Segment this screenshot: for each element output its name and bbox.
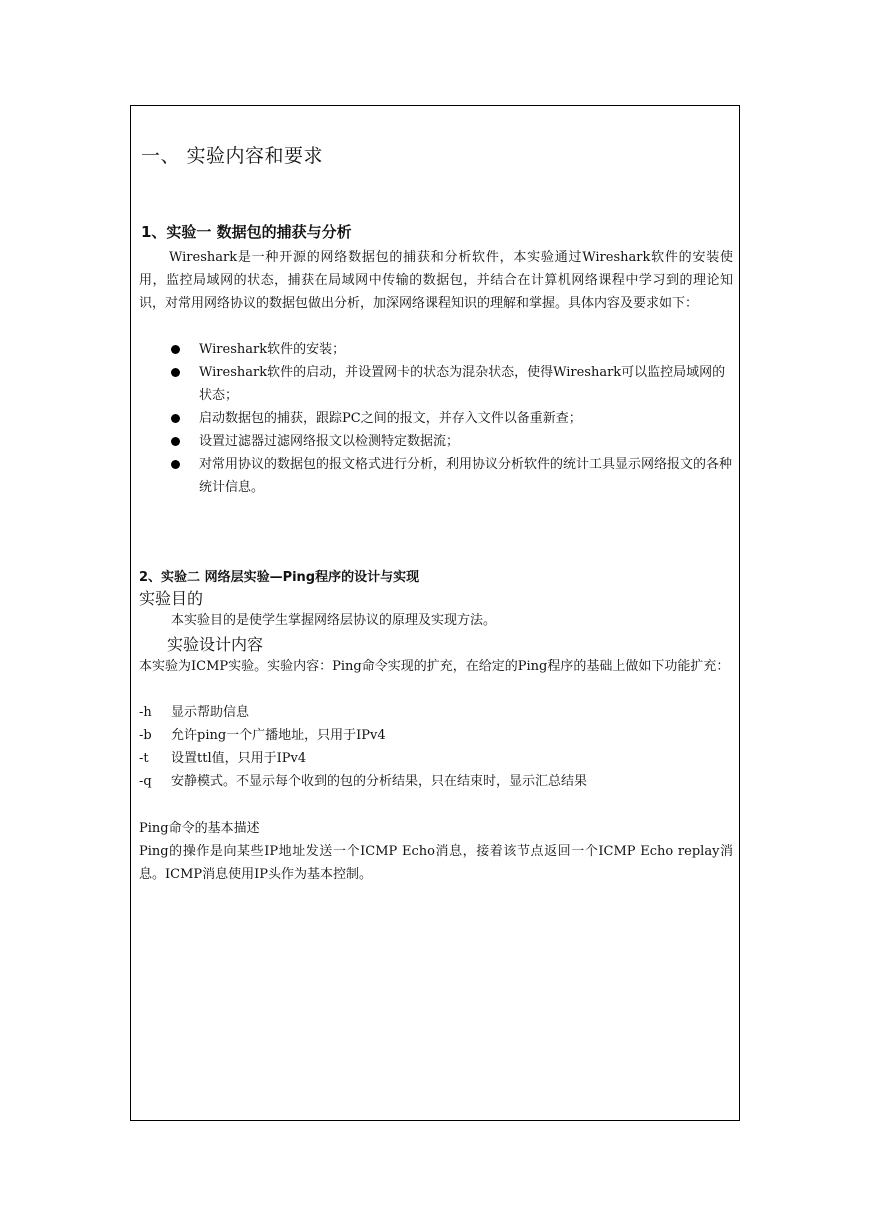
ping-desc-title: Ping命令的基本描述 [139,821,260,836]
design-title: 实验设计内容 [167,635,264,654]
bullet-icon [171,345,180,354]
design-text: 本实验为ICMP实验。实验内容：Ping命令实现的扩充，在给定的Ping程序的基础上做如下功能扩充： [139,659,730,674]
exp2-heading: 2、实验二 网络层实验—Ping程序的设计与实现 [139,570,420,585]
list-item: Wireshark软件的启动，并设置网卡的状态为混杂状态，使得Wireshark可以监控局域网的状态； [139,361,733,407]
bullet-icon [171,460,180,469]
list-item: Wireshark软件的安装； [139,338,733,361]
bullet-icon [171,368,180,377]
list-item: 启动数据包的捕获，跟踪PC之间的报文，并存入文件以备重新查； [139,407,733,430]
list-item: -t 设置ttl值，只用于IPv4 [139,751,307,766]
exp1-requirements-list [139,338,733,499]
goal-title: 实验目的 [139,589,204,608]
exp1-intro: Wireshark是一种开源的网络数据包的捕获和分析软件，本实验通过Wireshark软件的安装使用，监控局域网的状态，捕获在局域网中传输的数据包，并结合在计算机网络课程中学习到的理论知识，对常用网络协议的数据包做出分析，加深网络课程知识的理解和掌握。具体内容及要求如下： [139,250,733,311]
bullet-icon [171,437,180,446]
list-item: 设置过滤器过滤网络报文以检测特定数据流； [139,430,733,453]
content-frame [130,105,740,1121]
goal-text: 本实验目的是使学生掌握网络层协议的原理及实现方法。 [171,613,497,628]
ping-desc-text: Ping的操作是向某些IP地址发送一个ICMP Echo消息，接着该节点返回一个ICMP Echo replay消息。ICMP消息使用IP头作为基本控制。 [139,844,733,882]
ping-options-list [139,701,733,793]
section-title: 一、 实验内容和要求 [141,145,324,167]
list-item: -h 显示帮助信息 [139,705,250,720]
list-item: -b 允许ping一个广播地址，只用于IPv4 [139,728,386,743]
bullet-icon [171,414,180,423]
exp1-heading: 1、实验一 数据包的捕获与分析 [141,223,352,241]
list-item: 对常用协议的数据包的报文格式进行分析，利用协议分析软件的统计工具显示网络报文的各种统计信息。 [139,453,733,499]
list-item: -q 安静模式。不显示每个收到的包的分析结果，只在结束时，显示汇总结果 [139,774,588,789]
